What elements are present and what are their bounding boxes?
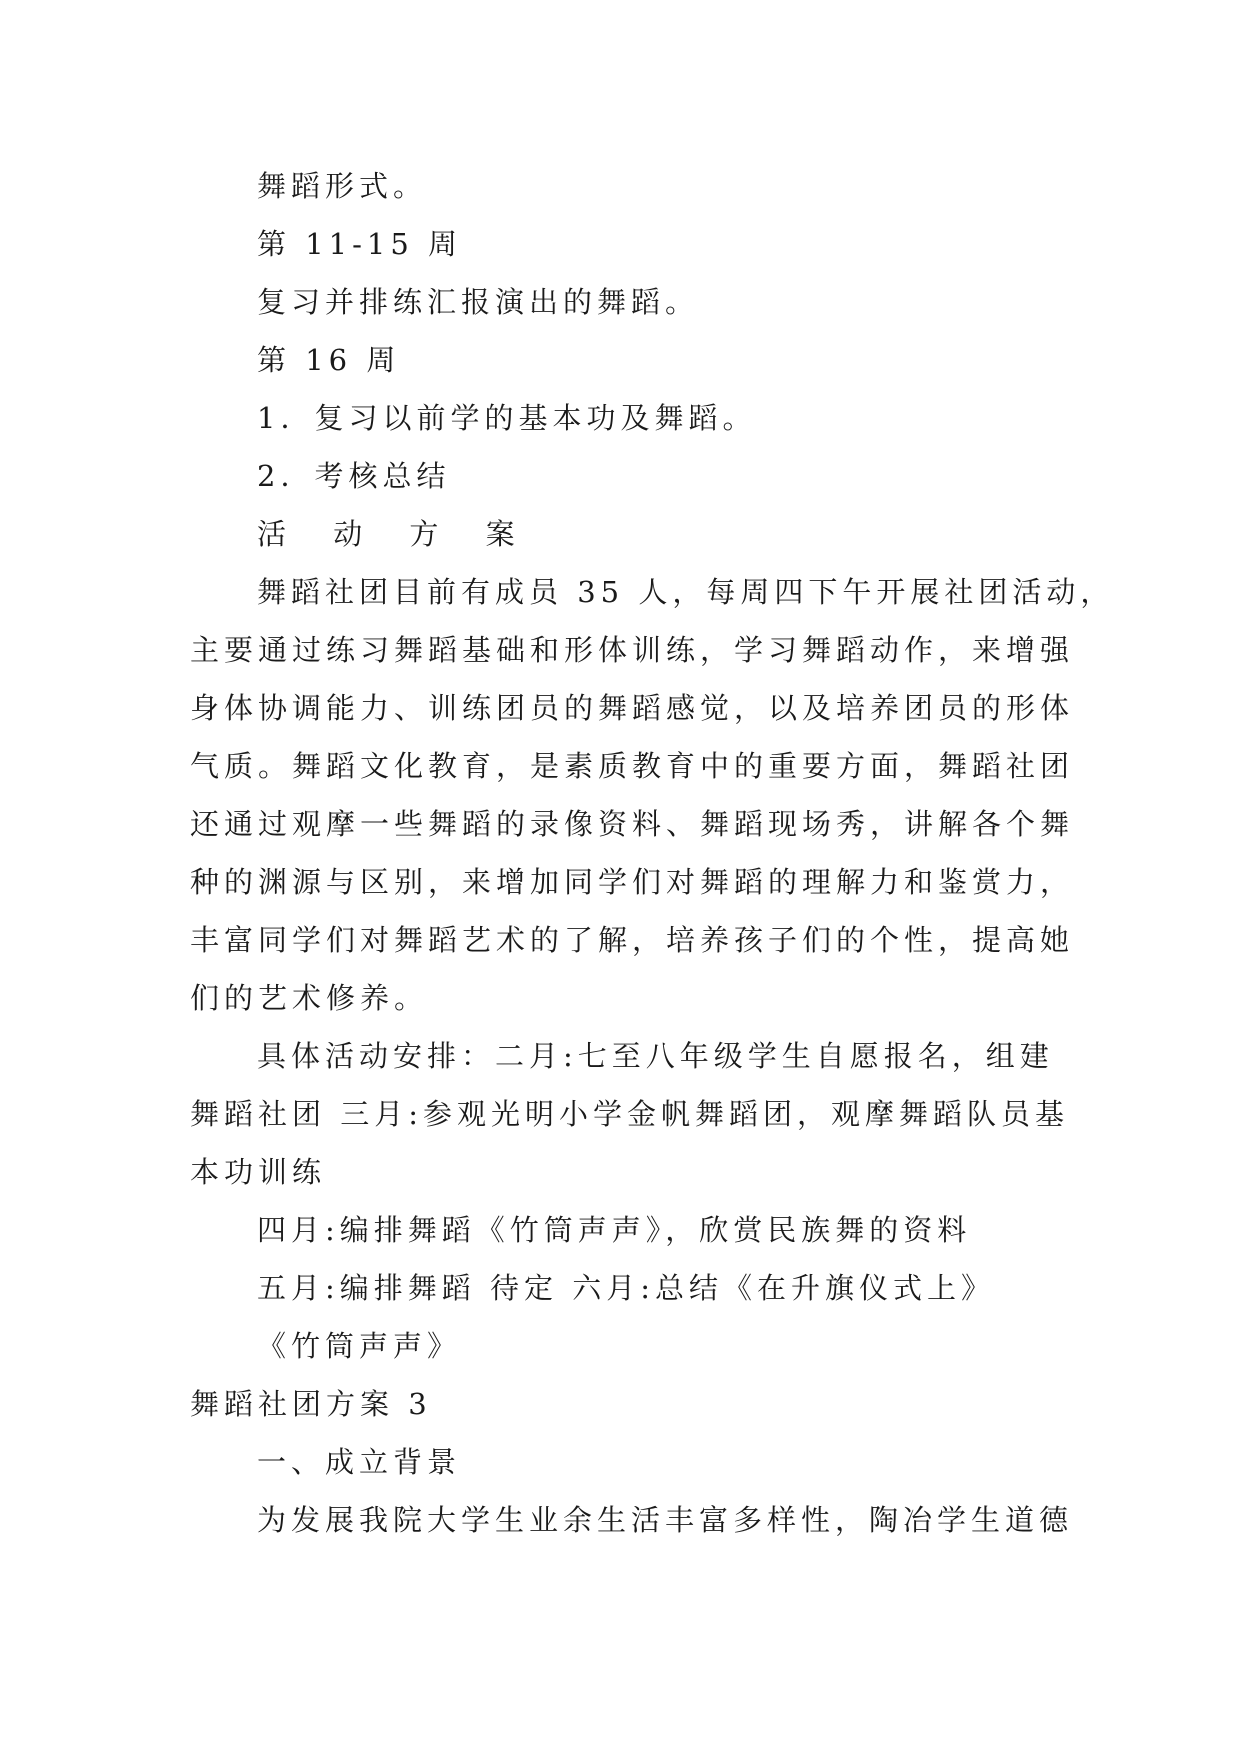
list-item: 2．考核总结 — [257, 459, 451, 493]
section-heading-background: 一、成立背景 — [257, 1445, 462, 1479]
paragraph-line: 《竹筒声声》 — [257, 1329, 462, 1363]
section-heading-week-11-15: 第 11-15 周 — [257, 227, 463, 261]
paragraph-line: 身体协调能力、训练团员的舞蹈感觉，以及培养团员的形体 — [190, 691, 1075, 725]
paragraph-line: 舞蹈社团目前有成员 35 人，每周四下午开展社团活动， — [257, 575, 1115, 609]
paragraph-line: 还通过观摩一些舞蹈的录像资料、舞蹈现场秀，讲解各个舞 — [190, 807, 1075, 841]
paragraph-line: 主要通过练习舞蹈基础和形体训练，学习舞蹈动作，来增强 — [190, 633, 1075, 667]
paragraph-line: 舞蹈社团 三月:参观光明小学金帆舞蹈团，观摩舞蹈队员基 — [190, 1097, 1069, 1131]
section-heading-week-16: 第 16 周 — [257, 343, 401, 377]
text-line: 舞蹈形式。 — [257, 169, 428, 203]
section-heading-activity-plan: 活 动 方 案 — [257, 517, 534, 551]
paragraph-line: 们的艺术修养。 — [190, 981, 429, 1015]
paragraph-line: 为发展我院大学生业余生活丰富多样性，陶冶学生道德 — [257, 1503, 1074, 1537]
paragraph-line: 种的渊源与区别，来增加同学们对舞蹈的理解力和鉴赏力， — [190, 865, 1075, 899]
paragraph-line: 具体活动安排：二月:七至八年级学生自愿报名，组建 — [257, 1039, 1054, 1073]
document-title: 舞蹈社团方案 3 — [190, 1387, 432, 1421]
paragraph-line: 丰富同学们对舞蹈艺术的了解，培养孩子们的个性，提高她 — [190, 923, 1075, 957]
list-item: 1．复习以前学的基本功及舞蹈。 — [257, 401, 757, 435]
paragraph-line: 五月:编排舞蹈 待定 六月:总结《在升旗仪式上》 — [257, 1271, 995, 1305]
text-line: 复习并排练汇报演出的舞蹈。 — [257, 285, 700, 319]
paragraph-line: 四月:编排舞蹈《竹筒声声》，欣赏民族舞的资料 — [257, 1213, 972, 1247]
paragraph-line: 气质。舞蹈文化教育，是素质教育中的重要方面，舞蹈社团 — [190, 749, 1075, 783]
paragraph-line: 本功训练 — [190, 1155, 327, 1189]
